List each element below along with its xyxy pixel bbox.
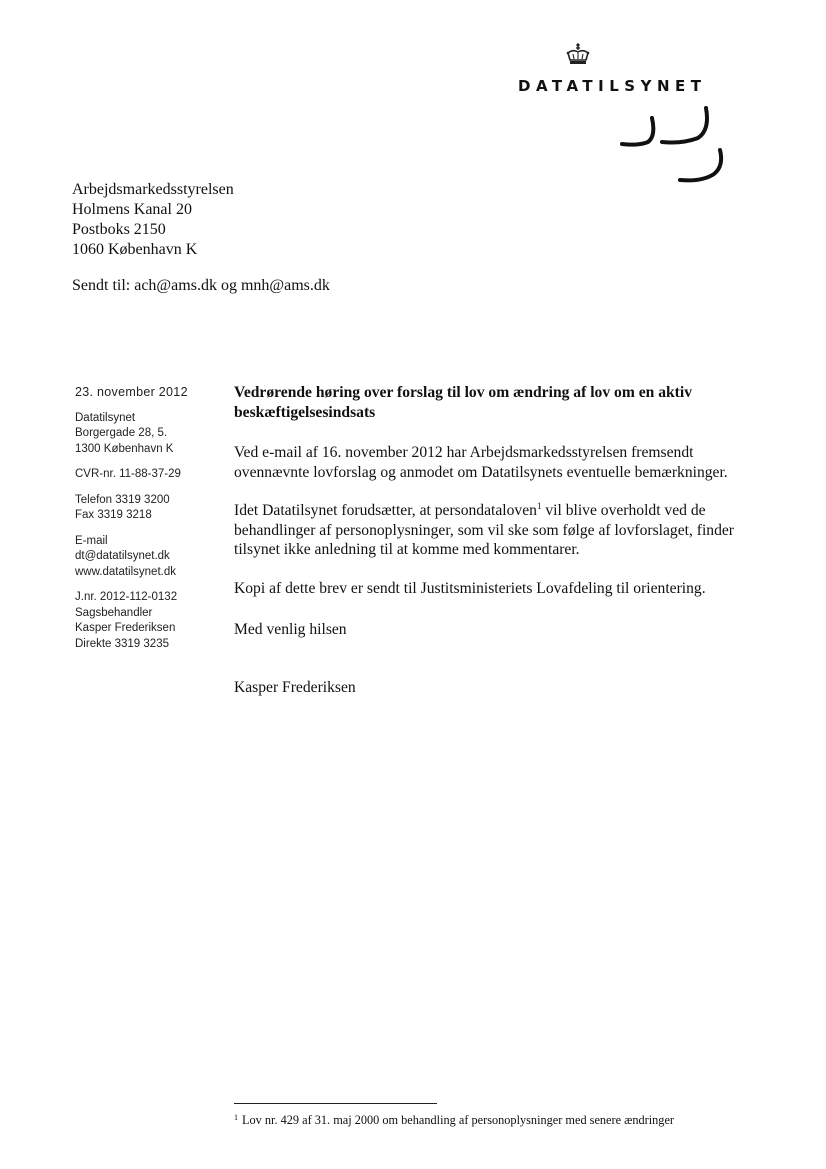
case-number: J.nr. 2012-112-0132	[75, 591, 178, 603]
paragraph-2	[234, 501, 749, 560]
handwritten-initials	[610, 100, 730, 192]
email-link[interactable]: dt@datatilsynet.dk	[75, 550, 170, 562]
paragraph-2-text: Idet Datatilsynet forudsætter, at persondataloven	[234, 502, 537, 519]
recipient-address	[72, 180, 234, 260]
paragraph-1: Ved e-mail af 16. november 2012 har Arbejdsmarkedsstyrelsen fremsendt ovennævnte lovforslag og anmodet om Datatilsynets eventuelle bemærkninger.	[234, 444, 728, 481]
footnote-text: Lov nr. 429 af 31. maj 2000 om behandling af personoplysninger med senere ændringer	[242, 1113, 674, 1127]
footnote-reference: 1	[536, 501, 542, 511]
footnote-number: 1	[234, 1113, 238, 1122]
footnote	[234, 1113, 674, 1128]
case-handler-phone: Direkte 3319 3235	[75, 637, 169, 650]
royal-crown-icon	[565, 42, 591, 68]
sender-address-line: 1300 København K	[75, 442, 174, 455]
signature-name: Kasper Frederiksen	[234, 678, 356, 696]
case-block	[75, 590, 225, 652]
phone-line: Telefon 3319 3200	[75, 493, 170, 506]
letter-body	[234, 383, 749, 697]
sender-sidebar	[75, 385, 225, 662]
case-handler-label: Sagsbehandler	[75, 606, 153, 619]
subject-line: Vedrørende høring over forslag til lov om ændring af lov om en aktiv beskæftigelsesindsats	[234, 384, 692, 421]
closing-salutation: Med venlig hilsen	[234, 621, 347, 638]
phone-block	[75, 493, 225, 524]
letter-date: 23. november 2012	[75, 385, 188, 399]
recipient-line: Arbejdsmarkedsstyrelsen	[72, 181, 234, 198]
sender-address	[75, 411, 225, 458]
email-label: E-mail	[75, 534, 108, 547]
paragraph-2-text: vil blive overholdt ved de behandlinger af personoplysninger, som vil ske som følge af lovforslaget, finder tilsynet ikke anledning til at komme med kommentarer.	[234, 502, 734, 558]
footnote-divider	[234, 1103, 437, 1104]
cvr-number: CVR-nr. 11-88-37-29	[75, 468, 181, 480]
recipient-line: Holmens Kanal 20	[72, 201, 192, 218]
recipient-line: 1060 København K	[72, 241, 198, 258]
brand-wordmark: DATATILSYNET	[518, 77, 707, 95]
website-link[interactable]: www.datatilsynet.dk	[75, 565, 176, 578]
contact-block	[75, 534, 225, 581]
paragraph-3: Kopi af dette brev er sendt til Justitsministeriets Lovafdeling til orientering.	[234, 579, 706, 597]
sender-address-line: Borgergade 28, 5.	[75, 427, 168, 439]
sent-to-line: Sendt til: ach@ams.dk og mnh@ams.dk	[72, 277, 330, 294]
recipient-line: Postboks 2150	[72, 221, 166, 238]
fax-line: Fax 3319 3218	[75, 509, 152, 521]
case-handler-name: Kasper Frederiksen	[75, 622, 176, 634]
sender-address-line: Datatilsynet	[75, 411, 136, 424]
